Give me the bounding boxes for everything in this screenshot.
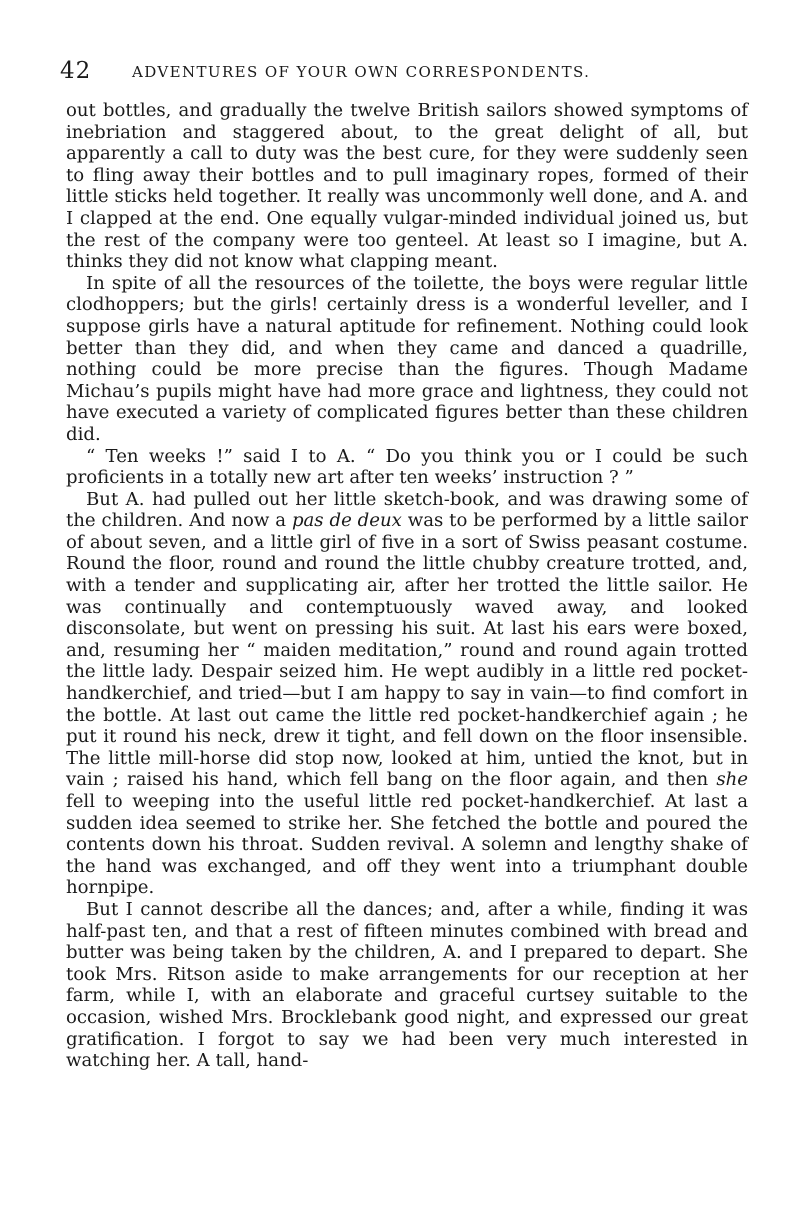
page-number: 42 — [60, 58, 92, 84]
paragraph-ten-weeks: “ Ten weeks !” said I to A. “ Do you think you or I could be such proficients in a totally new art after ten weeks’ instruction ? ” — [66, 445, 748, 489]
body-text — [66, 100, 748, 1072]
paragraph-sailors-hornpipe: out bottles, and gradually the twelve British sailors showed symptoms of inebriation and staggered about, to the great delight of all, but apparently a call to duty was the best cure, for they were suddenly seen to fling away their bottles and to pull imaginary ropes, formed of their little sticks held together. It really was uncommonly well done, and A. and I clapped at the end. One equally vulgar-minded individual joined us, but the rest of the company were too genteel. At least so I imagine, but A. thinks they did not know what clapping meant. — [66, 100, 748, 273]
paragraph-text-segment: was to be performed by a little sailor of about seven, and a little girl of five in a sort of Swiss peasant costume. Round the floor, round and round the little chubby creature trotted, and, with a tender and supplicating air, after her trotted the little sailor. He was continually and contemptuously waved away, and looked disconsolate, but went on pressing his suit. At last his ears were boxed, and, resuming her “ maiden meditation,” round and round again trotted the little lady. Despair seized him. He wept audibly in a little red pocket-handkerchief, and tried—but I am happy to say in vain—to find comfort in the bottle. At last out came the little red pocket-handkerchief again ; he put it round his neck, drew it tight, and fell down on the floor insensible. The little mill-horse did stop now, looked at him, untied the knot, but in vain ; raised his hand, which fell bang on the floor again, and then — [66, 510, 749, 791]
running-title: ADVENTURES OF YOUR OWN CORRESPONDENTS. — [132, 63, 591, 81]
emphasis-pas-de-deux: pas de deux — [291, 510, 402, 532]
paragraph-departure: But I cannot describe all the dances; and, after a while, finding it was half-past ten, and that a rest of fifteen minutes combined with bread and butter was being taken by the children, A. and I prepared to depart. She took Mrs. Ritson aside to make arrangements for our reception at her farm, while I, with an elaborate and graceful curtsey suitable to the occasion, wished Mrs. Brocklebank good night, and expressed our great gratification. I forgot to say we had been very much interested in watching her. A tall, hand- — [66, 898, 748, 1072]
paragraph-pas-de-deux — [66, 489, 748, 899]
paragraph-girls-quadrille: In spite of all the resources of the toilette, the boys were regular little clodhoppers; but the girls! certainly dress is a wonderful leveller, and I suppose girls have a natural aptitude for refinement. Nothing could look better than they did, and when they came and danced a quadrille, nothing could be more precise than the figures. Though Madame Michau’s pupils might have had more grace and lightness, they could not have executed a variety of complicated figures better than these children did. — [66, 272, 748, 445]
emphasis-she: she — [716, 769, 748, 791]
paragraph-text-segment: But A. had pulled out her little sketch-book, and was drawing some of the children. And now a — [66, 488, 748, 532]
paragraph-text-segment: fell to weeping into the useful little red pocket-handkerchief. At last a sudden idea seemed to strike her. She fetched the bottle and poured the contents down his throat. Sudden revival. A solemn and lengthy shake of the hand was exchanged, and off they went into a triumphant double hornpipe. — [66, 791, 748, 899]
running-head — [60, 58, 760, 88]
